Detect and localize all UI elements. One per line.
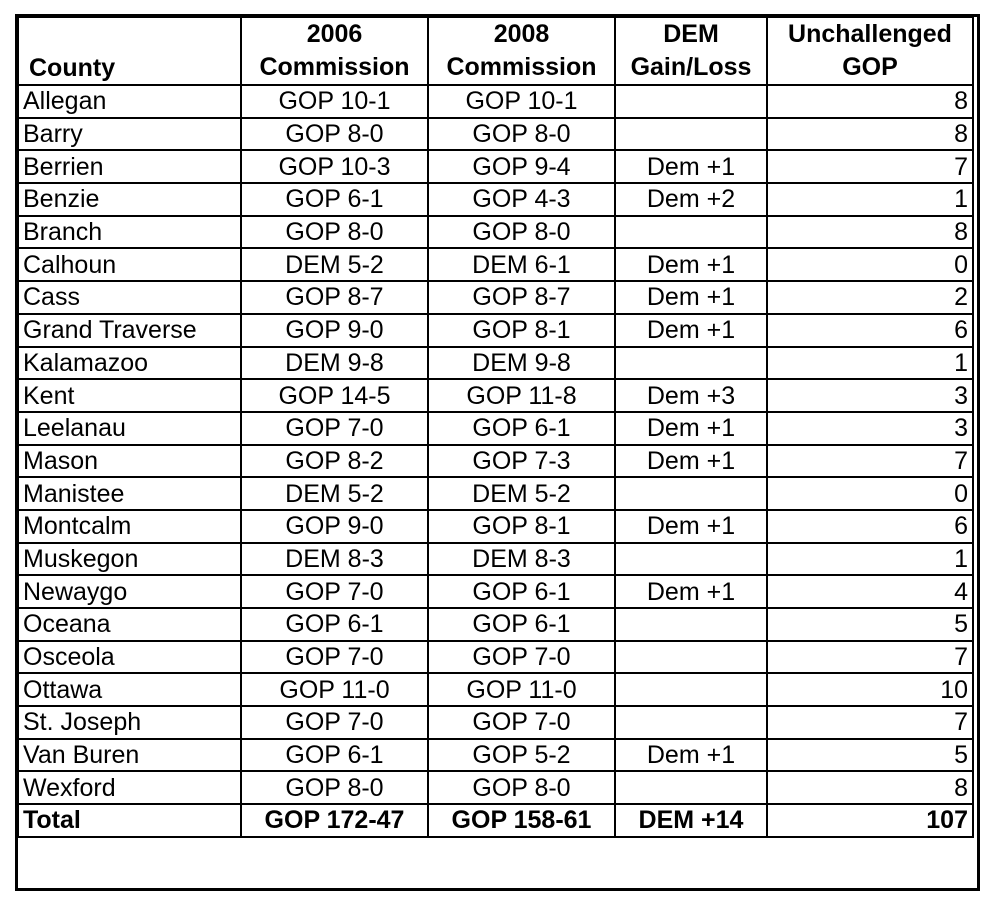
- cell-2006-commission: GOP 7-0: [241, 706, 428, 739]
- cell-county: Osceola: [18, 641, 241, 674]
- cell-2008-commission: GOP 10-1: [428, 85, 615, 118]
- cell-county: Cass: [18, 281, 241, 314]
- cell-2008-commission: GOP 6-1: [428, 412, 615, 445]
- cell-unchallenged-gop: 10: [767, 673, 973, 706]
- cell-county: Oceana: [18, 608, 241, 641]
- cell-county: Newaygo: [18, 575, 241, 608]
- header-2006-year: 2006: [241, 17, 428, 50]
- table-row: [18, 118, 973, 151]
- table-row: [18, 183, 973, 216]
- cell-2006-commission: GOP 10-3: [241, 150, 428, 183]
- cell-unchallenged-gop: 8: [767, 118, 973, 151]
- cell-2008-commission: DEM 5-2: [428, 477, 615, 510]
- cell-unchallenged-gop: 4: [767, 575, 973, 608]
- cell-2008-commission: GOP 9-4: [428, 150, 615, 183]
- total-label: Total: [18, 804, 241, 837]
- cell-2008-commission: GOP 8-7: [428, 281, 615, 314]
- cell-2006-commission: GOP 7-0: [241, 575, 428, 608]
- cell-2006-commission: DEM 8-3: [241, 543, 428, 576]
- cell-2006-commission: DEM 5-2: [241, 248, 428, 281]
- cell-county: Berrien: [18, 150, 241, 183]
- header-gain-loss: Gain/Loss: [615, 50, 767, 85]
- cell-dem-gain-loss: [615, 347, 767, 380]
- table-row: [18, 510, 973, 543]
- cell-dem-gain-loss: Dem +1: [615, 575, 767, 608]
- cell-2006-commission: GOP 9-0: [241, 510, 428, 543]
- total-dem-gain: DEM +14: [615, 804, 767, 837]
- table-row: [18, 281, 973, 314]
- cell-unchallenged-gop: 3: [767, 379, 973, 412]
- cell-county: Kent: [18, 379, 241, 412]
- cell-2006-commission: GOP 8-0: [241, 216, 428, 249]
- table-row: [18, 771, 973, 804]
- table-row: [18, 314, 973, 347]
- cell-county: Benzie: [18, 183, 241, 216]
- header-2006-commission: Commission: [241, 50, 428, 85]
- cell-county: Branch: [18, 216, 241, 249]
- cell-county: Montcalm: [18, 510, 241, 543]
- cell-county: St. Joseph: [18, 706, 241, 739]
- cell-county: Grand Traverse: [18, 314, 241, 347]
- cell-dem-gain-loss: [615, 118, 767, 151]
- header-unchallenged: Unchallenged: [767, 17, 973, 50]
- county-commission-table-container: [17, 16, 974, 838]
- table-header: [18, 17, 973, 85]
- cell-2008-commission: DEM 8-3: [428, 543, 615, 576]
- cell-county: Manistee: [18, 477, 241, 510]
- cell-unchallenged-gop: 8: [767, 771, 973, 804]
- cell-2006-commission: GOP 14-5: [241, 379, 428, 412]
- table-row: [18, 477, 973, 510]
- cell-2008-commission: DEM 9-8: [428, 347, 615, 380]
- cell-dem-gain-loss: Dem +1: [615, 412, 767, 445]
- header-dem: DEM: [615, 17, 767, 50]
- total-2006: GOP 172-47: [241, 804, 428, 837]
- table-row: [18, 412, 973, 445]
- table-row: [18, 445, 973, 478]
- cell-county: Wexford: [18, 771, 241, 804]
- cell-2006-commission: GOP 7-0: [241, 641, 428, 674]
- cell-county: Van Buren: [18, 739, 241, 772]
- cell-unchallenged-gop: 0: [767, 248, 973, 281]
- cell-dem-gain-loss: Dem +2: [615, 183, 767, 216]
- header-gop: GOP: [767, 50, 973, 85]
- cell-2008-commission: GOP 7-0: [428, 641, 615, 674]
- cell-2008-commission: GOP 7-3: [428, 445, 615, 478]
- cell-2008-commission: GOP 4-3: [428, 183, 615, 216]
- cell-dem-gain-loss: [615, 641, 767, 674]
- table-row: [18, 248, 973, 281]
- cell-2008-commission: GOP 8-1: [428, 314, 615, 347]
- cell-unchallenged-gop: 5: [767, 739, 973, 772]
- cell-2008-commission: GOP 8-0: [428, 771, 615, 804]
- cell-2006-commission: GOP 6-1: [241, 183, 428, 216]
- table-row: [18, 347, 973, 380]
- cell-unchallenged-gop: 7: [767, 150, 973, 183]
- cell-unchallenged-gop: 1: [767, 183, 973, 216]
- cell-unchallenged-gop: 0: [767, 477, 973, 510]
- table-row: [18, 706, 973, 739]
- cell-unchallenged-gop: 7: [767, 445, 973, 478]
- header-row-1: [18, 17, 973, 50]
- cell-2008-commission: GOP 8-0: [428, 118, 615, 151]
- cell-dem-gain-loss: Dem +1: [615, 248, 767, 281]
- cell-dem-gain-loss: [615, 771, 767, 804]
- cell-county: Mason: [18, 445, 241, 478]
- cell-dem-gain-loss: Dem +1: [615, 739, 767, 772]
- cell-dem-gain-loss: Dem +1: [615, 281, 767, 314]
- table-footer: [18, 804, 973, 837]
- cell-dem-gain-loss: Dem +1: [615, 445, 767, 478]
- cell-county: Barry: [18, 118, 241, 151]
- cell-dem-gain-loss: Dem +1: [615, 510, 767, 543]
- total-unchallenged: 107: [767, 804, 973, 837]
- cell-unchallenged-gop: 5: [767, 608, 973, 641]
- cell-dem-gain-loss: [615, 477, 767, 510]
- cell-unchallenged-gop: 7: [767, 641, 973, 674]
- cell-2008-commission: DEM 6-1: [428, 248, 615, 281]
- cell-2008-commission: GOP 6-1: [428, 608, 615, 641]
- header-county: County: [18, 50, 241, 85]
- table-row: [18, 543, 973, 576]
- cell-dem-gain-loss: [615, 673, 767, 706]
- cell-2006-commission: DEM 9-8: [241, 347, 428, 380]
- table-row: [18, 739, 973, 772]
- table-row: [18, 608, 973, 641]
- table-row: [18, 641, 973, 674]
- cell-county: Ottawa: [18, 673, 241, 706]
- cell-2006-commission: GOP 8-2: [241, 445, 428, 478]
- cell-unchallenged-gop: 6: [767, 510, 973, 543]
- cell-unchallenged-gop: 7: [767, 706, 973, 739]
- cell-unchallenged-gop: 8: [767, 216, 973, 249]
- cell-2008-commission: GOP 8-1: [428, 510, 615, 543]
- cell-county: Calhoun: [18, 248, 241, 281]
- cell-unchallenged-gop: 1: [767, 347, 973, 380]
- cell-dem-gain-loss: Dem +1: [615, 314, 767, 347]
- cell-2008-commission: GOP 7-0: [428, 706, 615, 739]
- table-row: [18, 673, 973, 706]
- cell-dem-gain-loss: [615, 85, 767, 118]
- cell-dem-gain-loss: [615, 608, 767, 641]
- table-row: [18, 379, 973, 412]
- cell-2006-commission: GOP 9-0: [241, 314, 428, 347]
- cell-dem-gain-loss: [615, 543, 767, 576]
- county-commission-table: [17, 16, 974, 838]
- cell-2008-commission: GOP 8-0: [428, 216, 615, 249]
- cell-2006-commission: GOP 6-1: [241, 608, 428, 641]
- cell-unchallenged-gop: 8: [767, 85, 973, 118]
- cell-2008-commission: GOP 11-8: [428, 379, 615, 412]
- cell-unchallenged-gop: 6: [767, 314, 973, 347]
- table-row: [18, 150, 973, 183]
- table-row: [18, 85, 973, 118]
- header-row-2: [18, 50, 973, 85]
- cell-2006-commission: GOP 8-0: [241, 771, 428, 804]
- cell-dem-gain-loss: [615, 706, 767, 739]
- cell-2008-commission: GOP 11-0: [428, 673, 615, 706]
- table-body: [18, 85, 973, 804]
- total-row: [18, 804, 973, 837]
- cell-county: Allegan: [18, 85, 241, 118]
- cell-2006-commission: GOP 7-0: [241, 412, 428, 445]
- cell-unchallenged-gop: 1: [767, 543, 973, 576]
- total-2008: GOP 158-61: [428, 804, 615, 837]
- cell-2008-commission: GOP 5-2: [428, 739, 615, 772]
- header-2008-year: 2008: [428, 17, 615, 50]
- cell-2006-commission: GOP 8-7: [241, 281, 428, 314]
- cell-county: Kalamazoo: [18, 347, 241, 380]
- cell-county: Muskegon: [18, 543, 241, 576]
- cell-unchallenged-gop: 3: [767, 412, 973, 445]
- table-row: [18, 216, 973, 249]
- cell-2006-commission: GOP 8-0: [241, 118, 428, 151]
- cell-2006-commission: GOP 10-1: [241, 85, 428, 118]
- cell-county: Leelanau: [18, 412, 241, 445]
- cell-2006-commission: GOP 11-0: [241, 673, 428, 706]
- cell-unchallenged-gop: 2: [767, 281, 973, 314]
- cell-2006-commission: GOP 6-1: [241, 739, 428, 772]
- header-county-blank: [18, 17, 241, 50]
- cell-dem-gain-loss: Dem +1: [615, 150, 767, 183]
- cell-dem-gain-loss: [615, 216, 767, 249]
- header-2008-commission: Commission: [428, 50, 615, 85]
- cell-dem-gain-loss: Dem +3: [615, 379, 767, 412]
- cell-2006-commission: DEM 5-2: [241, 477, 428, 510]
- cell-2008-commission: GOP 6-1: [428, 575, 615, 608]
- table-row: [18, 575, 973, 608]
